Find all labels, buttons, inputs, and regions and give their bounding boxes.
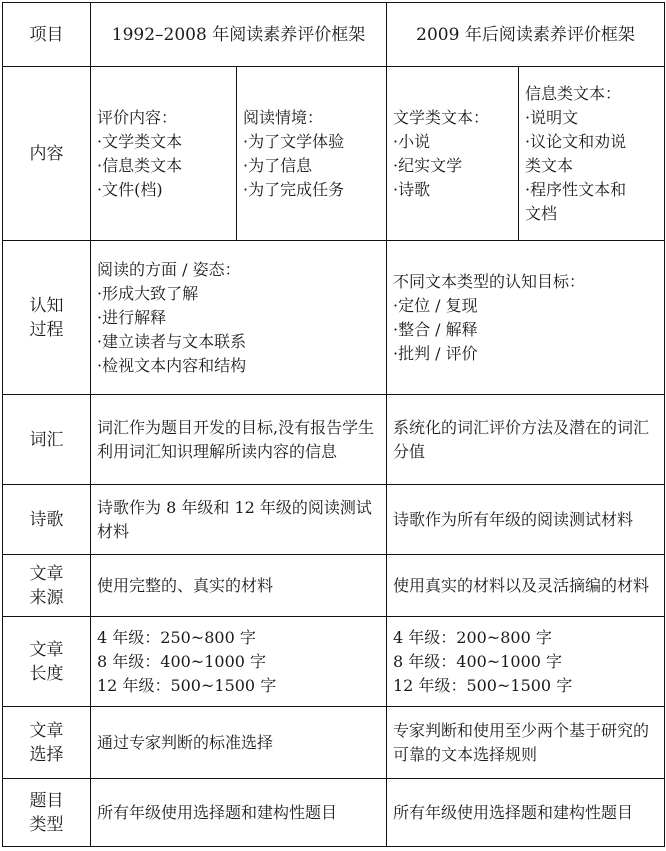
- row-label-cognition: 认知 过程: [3, 241, 91, 395]
- selection-new: 专家判断和使用至少两个基于研究的可靠的文本选择规则: [387, 707, 665, 779]
- item-type-new: 所有年级使用选择题和建构性题目: [387, 779, 665, 847]
- framework-comparison-table: [2, 2, 665, 847]
- content-new-informational: 信息类文本： ·说明文 ·议论文和劝说 类文本 ·程序性文本和 文档: [519, 67, 665, 241]
- table-row-header: [3, 3, 665, 67]
- row-label-length: 文章 长度: [3, 617, 91, 707]
- cognition-old: 阅读的方面 / 姿态： ·形成大致了解 ·进行解释 ·建立读者与文本联系 ·检视文本内容和结构: [91, 241, 387, 395]
- table-row-length: [3, 617, 665, 707]
- source-old: 使用完整的、真实的材料: [91, 555, 387, 617]
- table-row-source: [3, 555, 665, 617]
- vocabulary-old: 词汇作为题目开发的目标,没有报告学生利用词汇知识理解所读内容的信息: [91, 395, 387, 485]
- content-old-evaluation: 评价内容： ·文学类文本 ·信息类文本 ·文件(档): [91, 67, 237, 241]
- item-type-old: 所有年级使用选择题和建构性题目: [91, 779, 387, 847]
- vocabulary-new: 系统化的词汇评价方法及潜在的词汇分值: [387, 395, 665, 485]
- header-item: 项目: [3, 3, 91, 67]
- length-new: 4 年级：200~800 字 8 年级：400~1000 字 12 年级：500~1500 字: [387, 617, 665, 707]
- poetry-new: 诗歌作为所有年级的阅读测试材料: [387, 485, 665, 555]
- row-label-selection: 文章 选择: [3, 707, 91, 779]
- row-label-item-type: 题目 类型: [3, 779, 91, 847]
- row-label-content: 内容: [3, 67, 91, 241]
- poetry-old: 诗歌作为 8 年级和 12 年级的阅读测试材料: [91, 485, 387, 555]
- source-new: 使用真实的材料以及灵活摘编的材料: [387, 555, 665, 617]
- table-row-selection: [3, 707, 665, 779]
- row-label-poetry: 诗歌: [3, 485, 91, 555]
- cognition-new: 不同文本类型的认知目标： ·定位 / 复现 ·整合 / 解释 ·批判 / 评价: [387, 241, 665, 395]
- table-row-cognition: [3, 241, 665, 395]
- table-row-poetry: [3, 485, 665, 555]
- content-old-situation: 阅读情境： ·为了文学体验 ·为了信息 ·为了完成任务: [237, 67, 387, 241]
- header-framework-1992-2008: 1992–2008 年阅读素养评价框架: [91, 3, 387, 67]
- table-row-item-type: [3, 779, 665, 847]
- row-label-source: 文章 来源: [3, 555, 91, 617]
- table-row-vocabulary: [3, 395, 665, 485]
- selection-old: 通过专家判断的标准选择: [91, 707, 387, 779]
- table-row-content: [3, 67, 665, 241]
- row-label-vocabulary: 词汇: [3, 395, 91, 485]
- content-new-literary: 文学类文本： ·小说 ·纪实文学 ·诗歌: [387, 67, 519, 241]
- header-framework-2009: 2009 年后阅读素养评价框架: [387, 3, 665, 67]
- length-old: 4 年级：250~800 字 8 年级：400~1000 字 12 年级：500~1500 字: [91, 617, 387, 707]
